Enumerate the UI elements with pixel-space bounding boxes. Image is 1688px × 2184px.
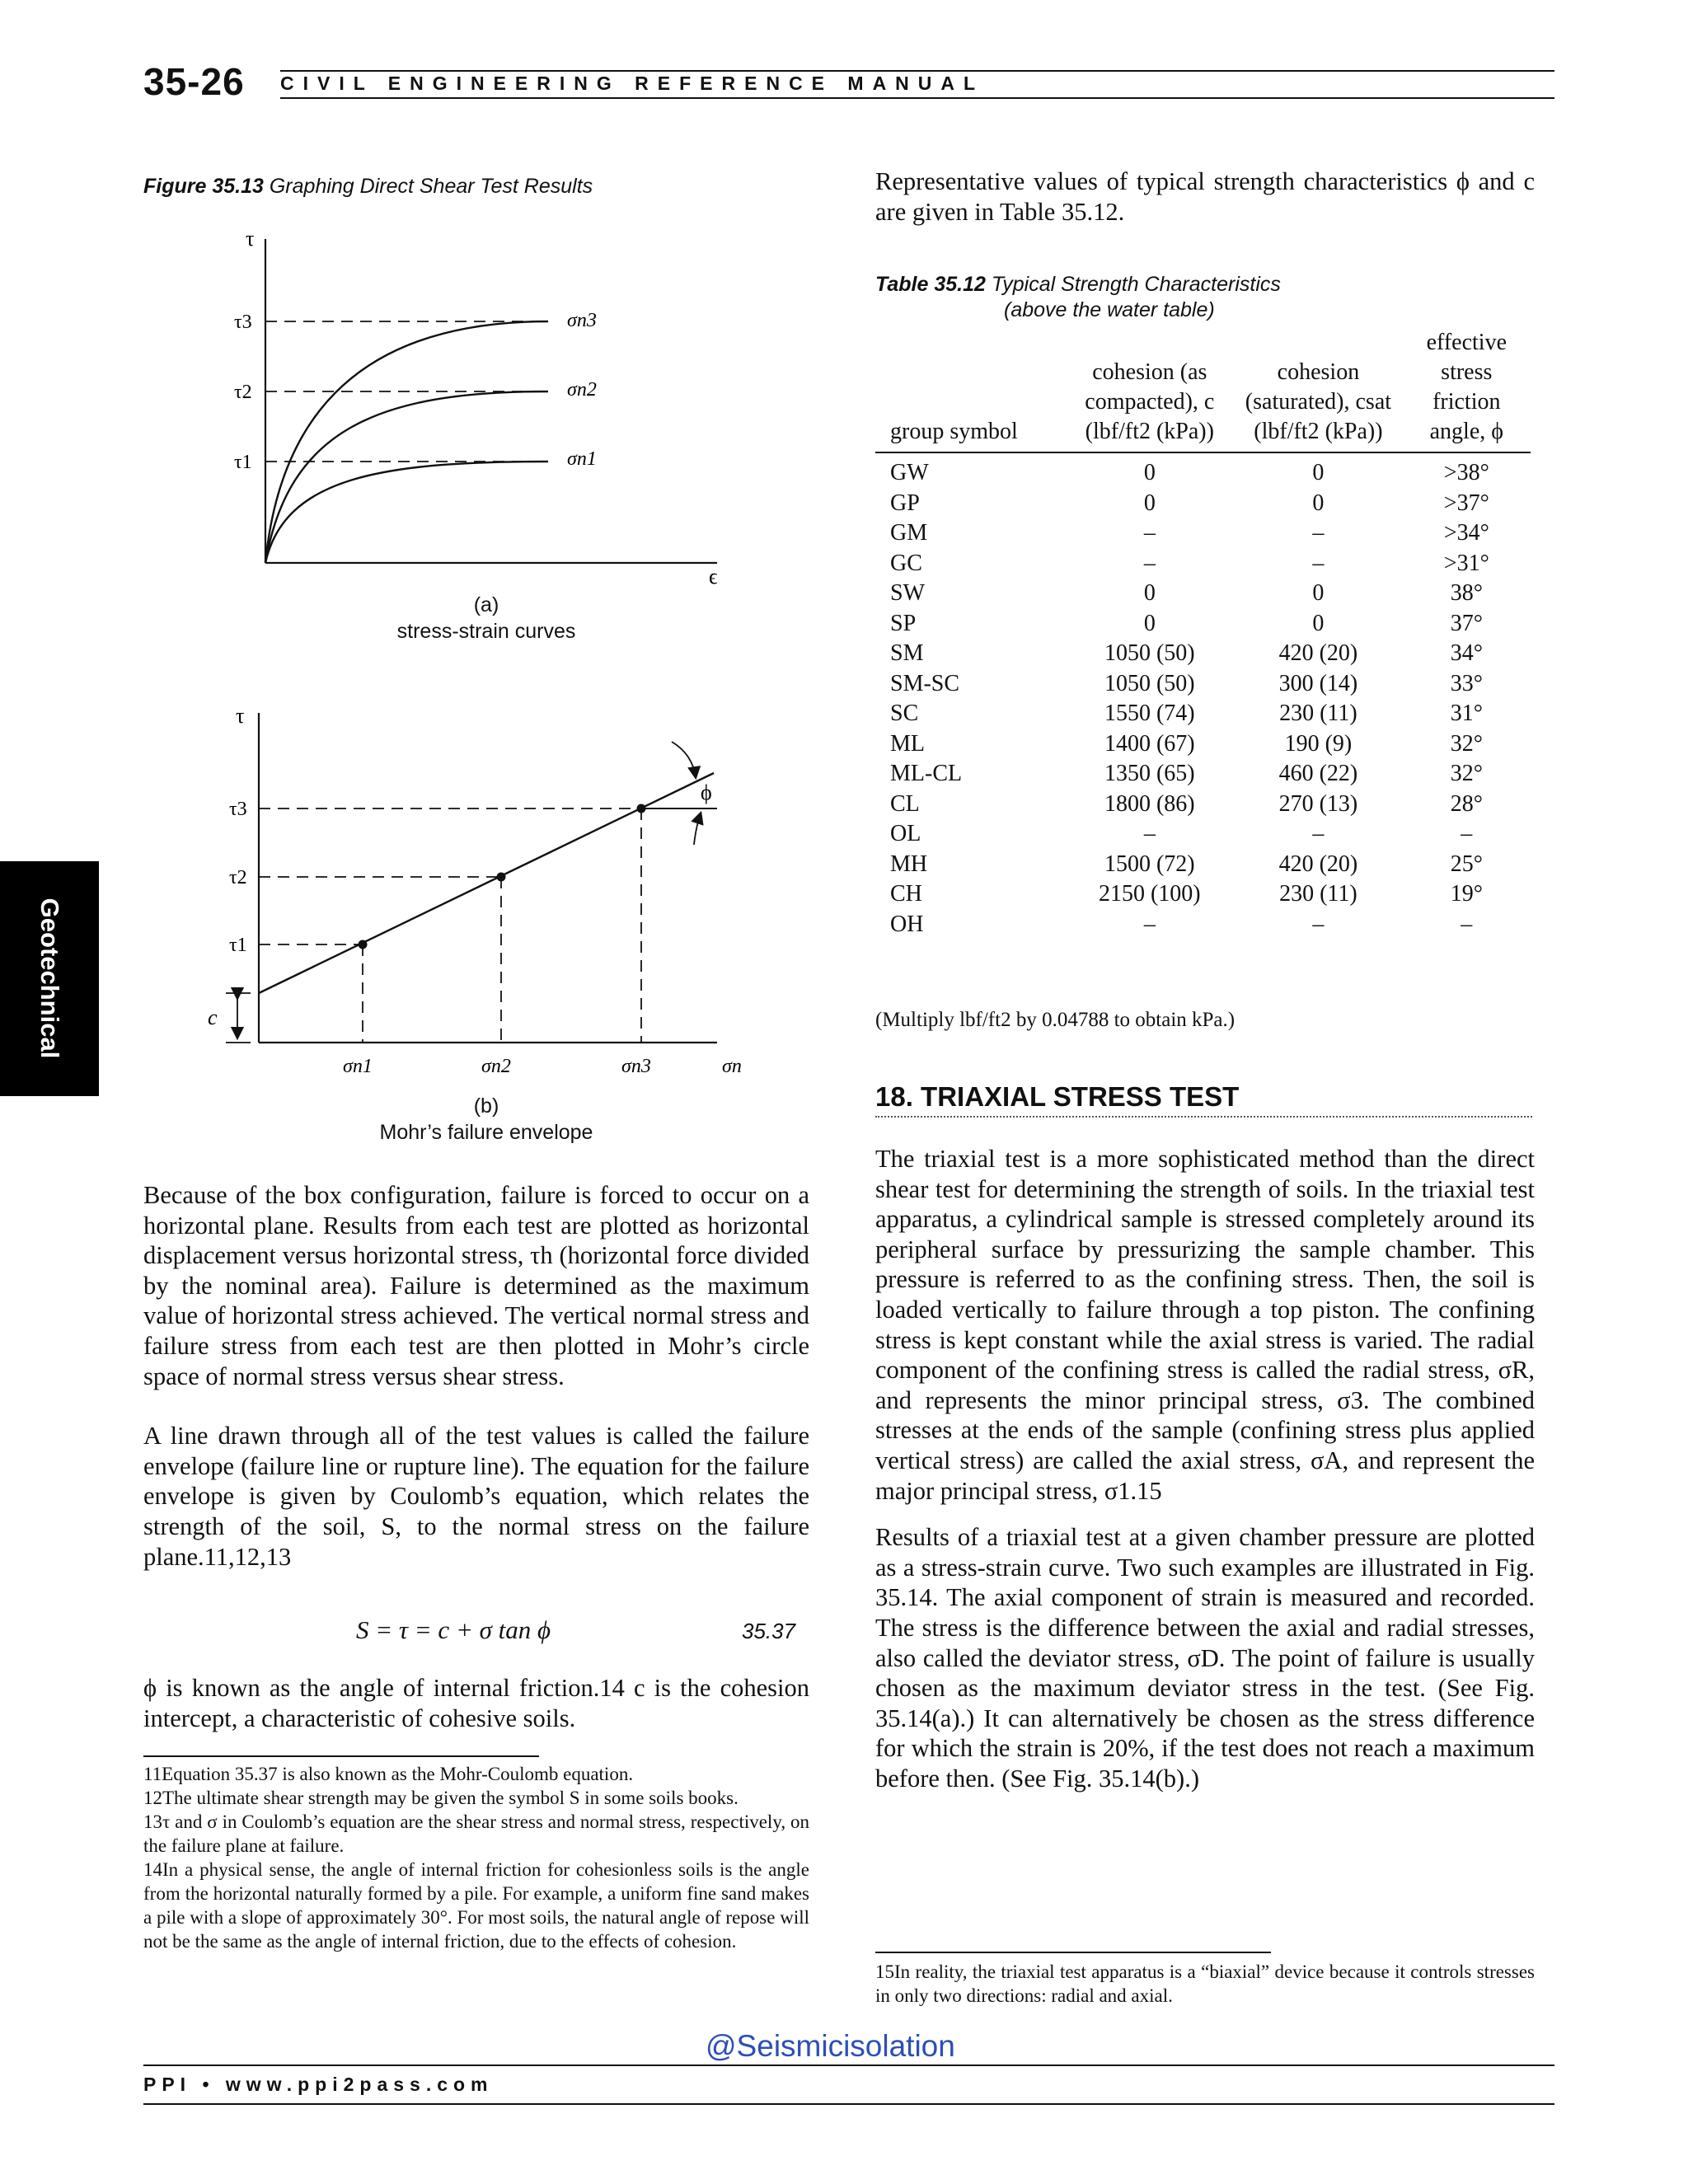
cell-cohesion-saturated: – [1312, 821, 1325, 846]
cell-friction-angle: – [1461, 821, 1473, 846]
curve-sigma-n3 [265, 321, 548, 563]
cell-group-symbol: ML-CL [890, 761, 963, 786]
cell-group-symbol: SM-SC [890, 670, 960, 696]
figure-label: Figure 35.13 [143, 175, 264, 198]
cell-cohesion-saturated: 460 (22) [1278, 761, 1358, 786]
intercept-label: c [208, 1005, 218, 1029]
table-note: (Multiply lbf/ft2 by 0.04788 to obtain kPa.) [875, 1009, 1236, 1031]
tau2-label: τ2 [229, 867, 247, 888]
running-head: CIVIL ENGINEERING REFERENCE MANUAL [280, 73, 985, 94]
footnote-13: 13τ and σ in Coulomb’s equation are the shear stress and normal stress, respectively, on the failure plane at failure. [143, 1811, 809, 1856]
header-rule-top [280, 70, 1554, 72]
cell-group-symbol: GC [890, 550, 922, 576]
tau1-label: τ1 [229, 935, 247, 956]
test-point-1 [359, 940, 368, 949]
sigma-n3-label: σn3 [621, 1056, 651, 1077]
cell-cohesion-compacted: 0 [1143, 490, 1156, 516]
cell-cohesion-compacted: 1050 (50) [1104, 640, 1195, 666]
table-header-row [875, 328, 1531, 452]
paragraph-failure-envelope: A line drawn through all of the test values is called the failure envelope (failure line or rupture line). The equation for the failure envelope is given by Coulomb’s equation, which relates the strength of the soil, S, to the normal stress on the failure plane.11,12,13 [143, 1422, 809, 1571]
cell-cohesion-saturated: 0 [1312, 490, 1325, 516]
footnote-14: 14In a physical sense, the angle of internal friction for cohesionless soils is the angle from the horizontal naturally formed by a pile. For example, a uniform fine sand makes a pile with a slope of approximately 30°. For most soils, the natural angle of repose will not be the same as the angle of internal friction, due to the effects of cohesion. [143, 1859, 809, 1952]
cell-cohesion-saturated: 0 [1312, 580, 1325, 606]
cell-group-symbol: ML [890, 730, 925, 757]
cell-friction-angle: 34° [1450, 640, 1483, 666]
cell-cohesion-saturated: 420 (20) [1278, 851, 1358, 877]
x-axis-label: ϵ [709, 565, 718, 588]
cell-group-symbol: CH [890, 881, 922, 907]
cell-friction-angle: 32° [1450, 730, 1483, 757]
table-row [875, 549, 1531, 579]
test-point-2 [497, 873, 506, 882]
cell-friction-angle: 33° [1450, 670, 1483, 696]
table-row [875, 609, 1531, 640]
cell-friction-angle: 32° [1450, 761, 1483, 786]
cell-group-symbol: GP [890, 490, 920, 516]
cell-group-symbol: SW [890, 580, 925, 606]
cell-group-symbol: SP [890, 610, 917, 636]
cell-friction-angle: 19° [1450, 881, 1483, 907]
right-column-body [875, 1144, 1535, 1793]
cell-cohesion-compacted: 0 [1143, 580, 1156, 606]
footnote-12: 12The ultimate shear strength may be given the symbol S in some soils books. [143, 1788, 738, 1808]
cell-group-symbol: SM [890, 640, 924, 666]
subfigure-a-title: stress-strain curves [396, 620, 576, 643]
x-axis-label: σn [722, 1056, 742, 1077]
cell-friction-angle: >31° [1443, 550, 1489, 576]
cell-cohesion-compacted: – [1143, 550, 1156, 576]
table-intro [875, 166, 1535, 227]
tau3-label: τ3 [229, 799, 247, 820]
cell-friction-angle: >34° [1443, 520, 1489, 546]
table-row [875, 879, 1531, 910]
footnote-rule-right [875, 1952, 1271, 1953]
header-rule-bottom [280, 97, 1554, 99]
watermark: @Seismicisolation [706, 2029, 955, 2063]
footer-publisher: PPI • www.ppi2pass.com [143, 2074, 494, 2095]
table-row [875, 759, 1531, 790]
cell-cohesion-saturated: – [1312, 550, 1325, 576]
y-axis-label: τ [246, 227, 255, 251]
cell-cohesion-compacted: – [1143, 520, 1156, 546]
cell-cohesion-compacted: 0 [1143, 610, 1156, 636]
cell-cohesion-saturated: 230 (11) [1279, 701, 1357, 726]
section-heading: 18. TRIAXIAL STRESS TEST [875, 1081, 1240, 1112]
test-point-3 [637, 804, 646, 813]
left-column-body [143, 1180, 809, 1572]
table-row [875, 518, 1531, 549]
cell-cohesion-saturated: 420 (20) [1278, 640, 1358, 666]
footer-rule-bottom [143, 2103, 1554, 2105]
angle-label: ϕ [701, 780, 712, 804]
stress-strain-plot [223, 227, 750, 593]
cell-cohesion-saturated: 270 (13) [1278, 790, 1358, 817]
tau2-label: τ2 [234, 382, 252, 403]
mohr-envelope-plot [190, 705, 783, 1084]
cell-cohesion-compacted: 2150 (100) [1098, 881, 1201, 907]
paragraph-angle-internal-friction [143, 1673, 809, 1733]
curve-sigma-n2 [265, 391, 548, 563]
cell-group-symbol: SC [890, 701, 919, 726]
cell-cohesion-compacted: 1800 (86) [1104, 790, 1195, 817]
table-label: Table 35.12 [875, 273, 986, 296]
cell-friction-angle: 31° [1450, 701, 1483, 726]
paragraph-text: ϕ is known as the angle of internal friction.14 c is the cohesion intercept, a characteristic of cohesive soils. [143, 1674, 809, 1732]
figure-title: Graphing Direct Shear Test Results [269, 175, 593, 198]
curve-label-sigma-n2: σn2 [567, 379, 597, 401]
cell-friction-angle: 38° [1450, 580, 1483, 606]
coulomb-equation: S = τ = c + σ tan ϕ [356, 1615, 551, 1644]
cell-group-symbol: GW [890, 460, 929, 485]
table-row [875, 850, 1531, 880]
table-subtitle: (above the water table) [1004, 298, 1215, 321]
angle-arrow-upper [672, 742, 696, 777]
cell-friction-angle: – [1461, 911, 1473, 937]
cell-group-symbol: OH [890, 911, 924, 937]
subfigure-a-label: (a) [473, 593, 499, 616]
table-row [875, 790, 1531, 820]
table-row [875, 489, 1531, 519]
right-footnotes [875, 1960, 1535, 2008]
angle-arrow-lower [694, 813, 701, 845]
cell-group-symbol: OL [890, 821, 921, 846]
cell-cohesion-compacted: 1400 (67) [1104, 730, 1195, 757]
cell-group-symbol: GM [890, 520, 928, 546]
header-cohesion-compacted: cohesion (as compacted), c (lbf/ft2 (kPa)) [1065, 328, 1234, 452]
tau1-label: τ1 [234, 452, 252, 473]
cell-cohesion-compacted: 1550 (74) [1104, 701, 1195, 726]
table-title: Typical Strength Characteristics [991, 273, 1281, 296]
cell-cohesion-saturated: 0 [1312, 460, 1325, 485]
paragraph-box-configuration: Because of the box configuration, failure is forced to occur on a horizontal plane. Results from each test are plotted as horizontal displacement versus horizontal stress, τh (horizontal force divided by the nominal area). Failure is determined as the maximum value of horizontal stress achieved. The vertical normal stress and failure stress from each test are then plotted in Mohr’s circle space of normal stress versus shear stress. [143, 1181, 809, 1390]
paragraph-triaxial-results: Results of a triaxial test at a given chamber pressure are plotted as a stress-strain curve. Two such examples are illustrated in Fig. 35.14. The axial component of strain is measured and recorded. The stress is the difference between the axial and radial stresses, also called the deviator stress, σD. The point of failure is usually chosen as the maximum deviator stress in the test. (See Fig. 35.14(a).) It can alternatively be chosen as the stress difference for which the strain is 20%, if the test does not reach a maximum before then. (See Fig. 35.14(b).) [875, 1523, 1535, 1793]
table-row [875, 639, 1531, 669]
header-friction-angle: effective stress friction angle, ϕ [1403, 328, 1531, 452]
section-side-tab [0, 861, 99, 1096]
cell-group-symbol: MH [890, 851, 928, 877]
cell-group-symbol: CL [890, 790, 920, 817]
footnote-rule-left [143, 1755, 539, 1757]
table-row [875, 579, 1531, 609]
y-axis-label: τ [236, 704, 245, 728]
cell-friction-angle: 25° [1450, 851, 1483, 877]
sigma-n1-label: σn1 [343, 1056, 373, 1077]
page-number: 35-26 [143, 60, 245, 103]
cell-cohesion-saturated: 230 (11) [1279, 881, 1357, 907]
cell-cohesion-compacted: – [1143, 821, 1156, 846]
cell-cohesion-saturated: 0 [1312, 610, 1325, 636]
strength-characteristics-table [875, 328, 1531, 940]
sigma-n2-label: σn2 [481, 1056, 511, 1077]
cell-cohesion-saturated: 300 (14) [1278, 670, 1358, 696]
equation-number: 35.37 [742, 1619, 796, 1643]
heading-dotted-rule [875, 1116, 1532, 1118]
curve-label-sigma-n1: σn1 [567, 448, 597, 470]
footer-rule-top [143, 2064, 1554, 2066]
table-row [875, 729, 1531, 760]
cell-cohesion-compacted: – [1143, 911, 1156, 937]
cell-cohesion-saturated: – [1312, 520, 1325, 546]
curve-label-sigma-n3: σn3 [567, 310, 597, 331]
cell-cohesion-compacted: 1350 (65) [1104, 761, 1195, 786]
side-tab-label: Geotechnical [35, 898, 64, 1059]
paragraph-triaxial-intro: The triaxial test is a more sophisticated method than the direct shear test for determining the strength of soils. In the triaxial test apparatus, a cylindrical sample is stressed completely around its peripheral surface by pressurizing the sample chamber. This pressure is referred to as the confining stress. Then, the soil is loaded vertically to failure through a top piston. The confining stress is kept constant while the axial stress is varied. The radial component of the confining stress is called the radial stress, σR, and represents the minor principal stress, σ3. The combined stresses at the ends of the sample (confining stress plus applied vertical stress) are called the axial stress, σA, and represent the major principal stress, σ1.15 [875, 1145, 1535, 1505]
subfigure-b-title: Mohr’s failure envelope [379, 1121, 593, 1144]
cell-cohesion-saturated: – [1312, 911, 1325, 937]
cell-cohesion-compacted: 1050 (50) [1104, 670, 1195, 696]
left-footnotes [143, 1762, 809, 1953]
table-row [875, 669, 1531, 700]
table-row [875, 452, 1531, 489]
cell-friction-angle: >37° [1443, 490, 1489, 516]
failure-envelope-line [259, 773, 714, 993]
intro-text: Representative values of typical strength characteristics ϕ and c are given in Table 35.12. [875, 167, 1535, 226]
figure-caption [143, 175, 593, 199]
footnote-11: 11Equation 35.37 is also known as the Mohr-Coulomb equation. [143, 1764, 634, 1784]
cell-cohesion-compacted: 0 [1143, 460, 1156, 485]
footnote-15: 15In reality, the triaxial test apparatus is a “biaxial” device because it controls stresses in only two directions: radial and axial. [875, 1961, 1535, 2006]
header-group-symbol: group symbol [875, 328, 1065, 452]
tau3-label: τ3 [234, 312, 252, 333]
cell-friction-angle: 37° [1450, 610, 1483, 636]
curve-sigma-n1 [265, 462, 548, 563]
table-caption [875, 272, 1281, 323]
table-row [875, 819, 1531, 850]
table-row [875, 910, 1531, 940]
cell-cohesion-compacted: 1500 (72) [1104, 851, 1195, 877]
cell-friction-angle: >38° [1443, 460, 1489, 485]
subfigure-b-label: (b) [473, 1094, 499, 1118]
table-row [875, 699, 1531, 729]
table-body [875, 452, 1531, 940]
cell-friction-angle: 28° [1450, 790, 1483, 817]
header-cohesion-saturated: cohesion (saturated), csat (lbf/ft2 (kPa)) [1234, 328, 1402, 452]
cell-cohesion-saturated: 190 (9) [1284, 730, 1353, 757]
